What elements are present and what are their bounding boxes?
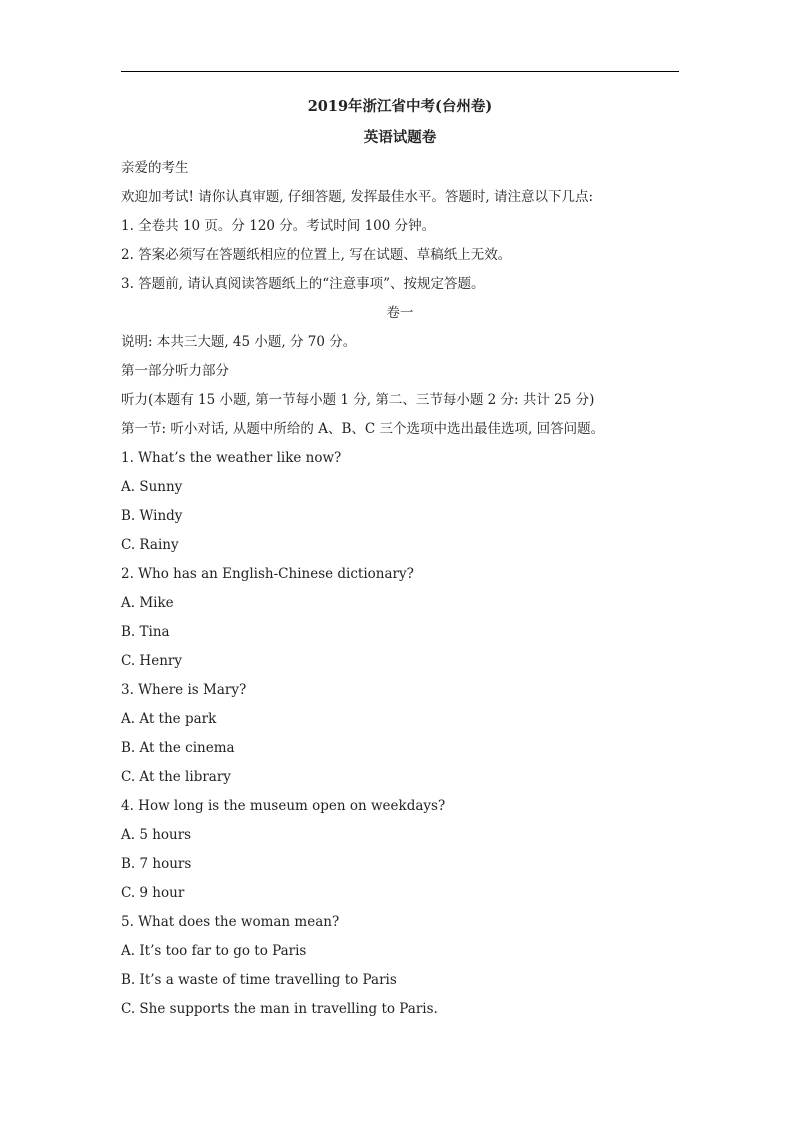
text-line: C. At the library: [121, 769, 231, 785]
text-line: 亲爱的考生: [121, 160, 189, 176]
exam-title: 2019年浙江省中考(台州卷): [307, 98, 493, 115]
text-line: A. 5 hours: [121, 827, 192, 843]
text-line: A. At the park: [121, 711, 217, 727]
text-line: 第一部分听力部分: [121, 363, 229, 379]
text-line: 1. What’s the weather like now?: [121, 450, 342, 466]
text-line: B. Windy: [121, 508, 183, 524]
text-line: B. It’s a waste of time travelling to Paris: [121, 972, 397, 988]
text-line: C. Rainy: [121, 537, 179, 553]
text-line: 5. What does the woman mean?: [121, 914, 340, 930]
text-line: B. At the cinema: [121, 740, 235, 756]
text-line: A. Sunny: [121, 479, 183, 495]
text-line: 4. How long is the museum open on weekdays?: [121, 798, 446, 814]
header-rule: [121, 71, 679, 72]
text-line: 听力(本题有 15 小题, 第一节每小题 1 分, 第二、三节每小题 2 分: 共计 25 分): [121, 392, 595, 408]
exam-body: [121, 154, 681, 1024]
text-line: 3. 答题前, 请认真阅读答题纸上的“注意事项”、按规定答题。: [121, 276, 485, 292]
text-line: C. She supports the man in travelling to Paris.: [121, 1001, 438, 1017]
exam-subtitle: 英语试题卷: [363, 129, 437, 146]
text-line: A. Mike: [121, 595, 174, 611]
text-line: C. 9 hour: [121, 885, 185, 901]
text-line: 欢迎加考试! 请你认真审题, 仔细答题, 发挥最佳水平。答题时, 请注意以下几点:: [121, 189, 594, 205]
text-line: 2. Who has an English-Chinese dictionary?: [121, 566, 414, 582]
text-line: 第一节: 听小对话, 从题中所给的 A、B、C 三个选项中选出最佳选项, 回答问题。: [121, 421, 605, 437]
text-line: 3. Where is Mary?: [121, 682, 247, 698]
text-line: C. Henry: [121, 653, 182, 669]
text-line: B. 7 hours: [121, 856, 192, 872]
text-line: 卷一: [386, 305, 414, 321]
text-line: A. It’s too far to go to Paris: [121, 943, 307, 959]
text-line: 1. 全卷共 10 页。分 120 分。考试时间 100 分钟。: [121, 218, 436, 234]
text-line: 说明: 本共三大题, 45 小题, 分 70 分。: [121, 334, 357, 350]
text-line: B. Tina: [121, 624, 170, 640]
text-line: 2. 答案必须写在答题纸相应的位置上, 写在试题、草稿纸上无效。: [121, 247, 512, 263]
